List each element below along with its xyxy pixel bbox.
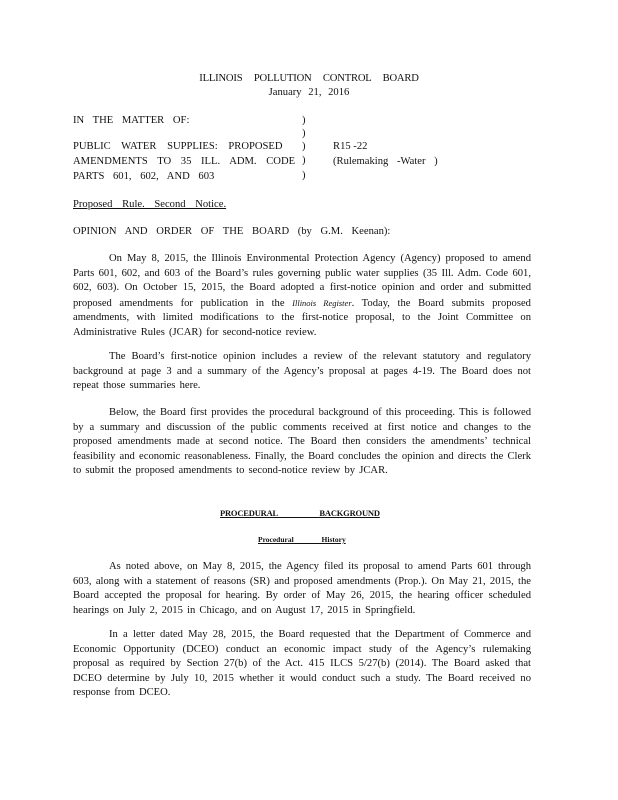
caption-title-line-2: AMENDMENTS TO 35 ILL. ADM. CODE [73,156,296,167]
docket-type: (Rulemaking -Water ) [333,156,438,167]
in-the-matter-label: IN THE MATTER OF: [73,115,190,126]
caption-paren: ) [302,155,306,166]
paragraph-intro-text-2: . Today, the Board submits proposed amendments, with limited modifications to the first-notice proposal, to the Joint Committee on Administrative Rules (JCAR) for second-notice review. [73,297,531,338]
caption-paren: ) [302,115,306,126]
document-date: January 21, 2016 [268,87,350,98]
subheading-procedural-history: Procedural History [258,535,346,544]
document-type: Proposed Rule. Second Notice. [73,199,227,210]
caption-paren: ) [302,141,306,152]
paragraph-intro-text-1: On May 8, 2015, the Illinois Environmental Protection Agency (Agency) proposed to amend Parts 601, 602, and 603 of the Board’s rules governing public water supplies (35 Ill. Adm. Code 601, 602, 603). On October 15, 2015, the Board adopted a first-notice opinion and order and submitted proposed amendments for publication in the [73,253,531,309]
caption-paren: ) [302,170,306,181]
paragraph-dceo-request: In a letter dated May 28, 2015, the Board requested that the Department of Commerce and Economic Opportunity (DCEO) conduct an economic impact study of the Agency’s rulemaking proposal as required by Section 27(b) of the Act. 415 ILCS 5/27(b) (2014). The Board asked that DCEO determine by July 10, 2015 whether it would conduct such a study. The Board received no response from DCEO. [73,629,531,698]
docket-number: R15 -22 [333,141,368,152]
paragraph-procedural-history: As noted above, on May 8, 2015, the Agency filed its proposal to amend Parts 601 through 603, along with a statement of reasons (SR) and proposed amendments (Prop.). On May 21, 2015, the Board accepted the proposal for hearing. By order of May 26, 2015, the hearing officer scheduled hearings on July 2, 2015 in Chicago, and on August 17, 2015 in Springfield. [73,561,531,616]
section-heading-procedural-background: PROCEDURAL BACKGROUND [220,508,380,518]
paragraph-first-notice: The Board’s first-notice opinion includes a review of the relevant statutory and regulatory background at page 3 and a summary of the Agency’s proposal at pages 4-19. The Board does not repeat those summaries here. [73,351,531,391]
caption-paren: ) [302,128,306,139]
caption-title-line-3: PARTS 601, 602, AND 603 [73,171,215,182]
paragraph-overview: Below, the Board first provides the procedural background of this proceeding. This is followed by a summary and discussion of the public comments received at first notice and changes to the proposed amendments made at second notice. The Board then considers the amendments’ technical feasibility and economic reasonableness. Finally, the Board concludes the opinion and directs the Clerk to submit the proposed amendments to second-notice review by JCAR. [73,407,531,476]
opinion-heading: OPINION AND ORDER OF THE BOARD (by G.M. Keenan): [73,226,391,237]
board-name: ILLINOIS POLLUTION CONTROL BOARD [199,73,419,84]
paragraph-intro [73,252,531,340]
caption-title-line-1: PUBLIC WATER SUPPLIES: PROPOSED [73,141,283,152]
illinois-register-citation: Illinois Register [292,297,352,308]
